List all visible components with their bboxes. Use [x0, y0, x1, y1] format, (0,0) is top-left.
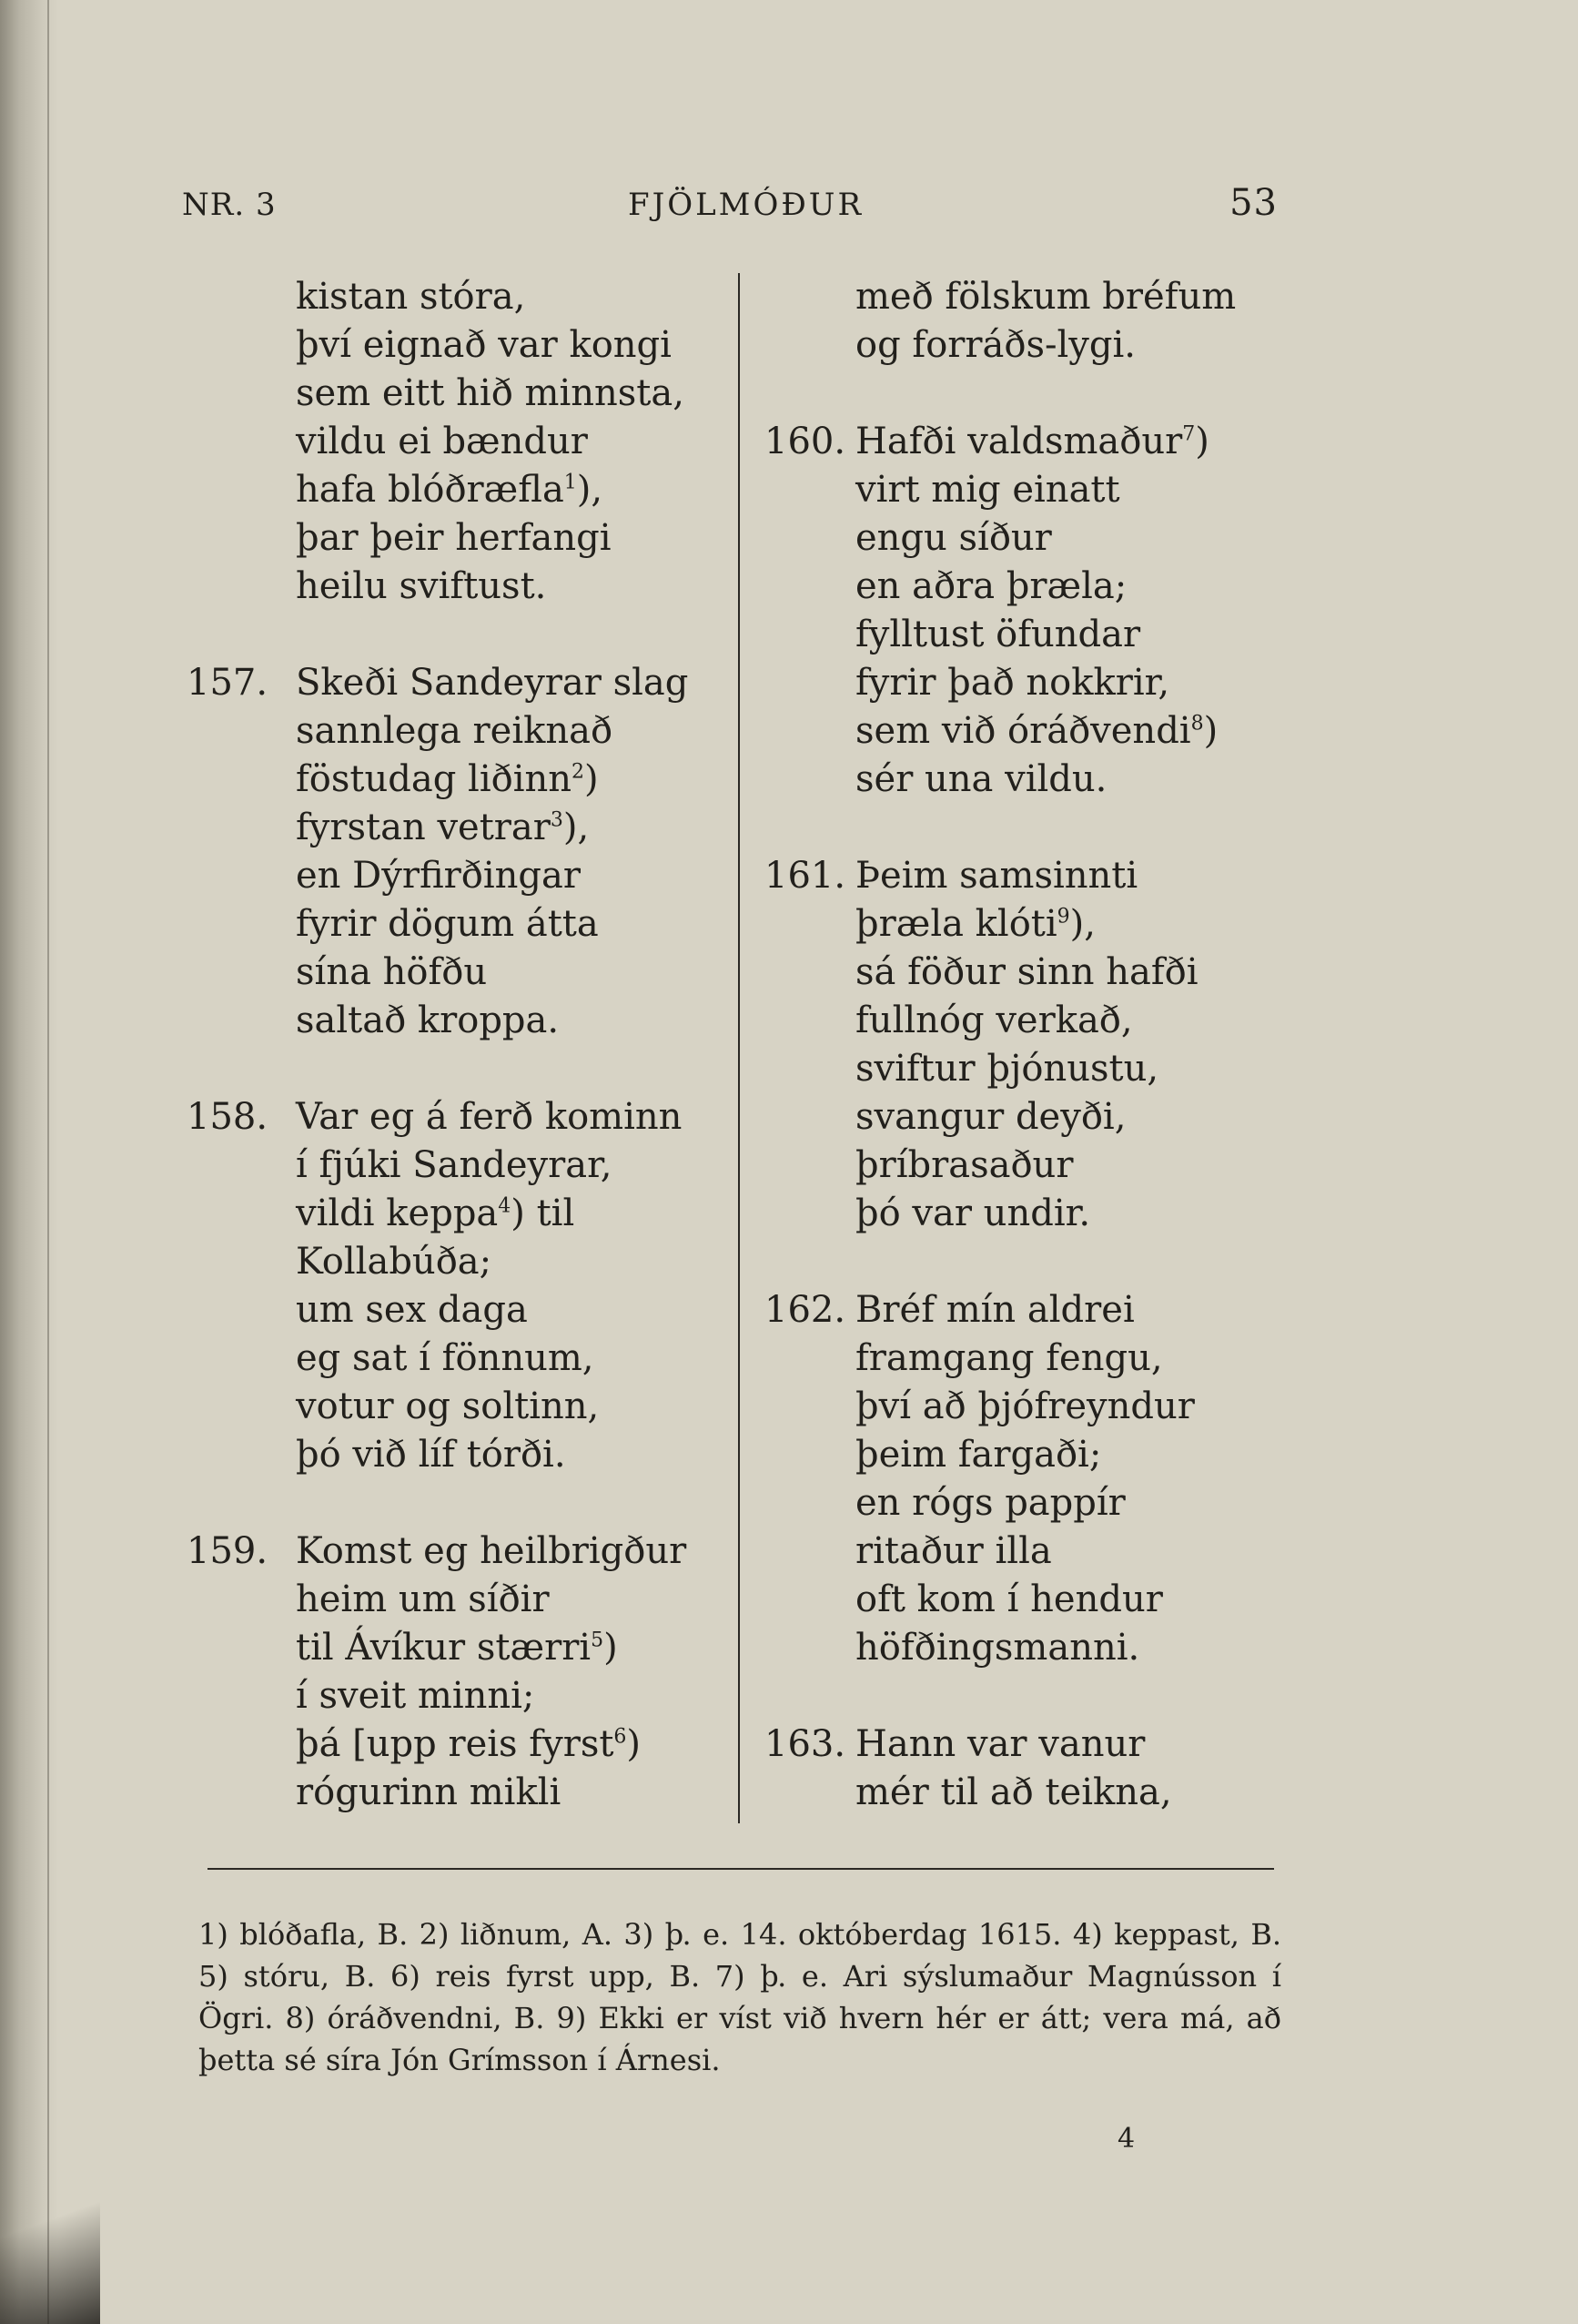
verse-text: kistan stóra,: [296, 276, 526, 318]
verse-text: Kollabúða;: [296, 1241, 492, 1283]
verse-text: föstudag liðinn: [296, 758, 572, 800]
verse-text: sviftur þjónustu,: [855, 1048, 1159, 1090]
stanza-number: 159.: [187, 1530, 268, 1572]
verse-text: Hafði valdsmaður: [855, 421, 1183, 462]
left-verse-column: [187, 273, 689, 1817]
verse-text: í sveit minni;: [296, 1675, 535, 1717]
verse-line: [296, 466, 688, 514]
verse-line: [855, 1093, 1236, 1142]
verse-line: [764, 852, 1236, 900]
verse-line: [296, 1431, 688, 1479]
stanza-gap: [855, 370, 1236, 418]
verse-text: mér til að teikna,: [855, 1771, 1172, 1813]
verse-line: [855, 1527, 1236, 1576]
footnote-marker: 5: [591, 1629, 604, 1652]
verse-line: [855, 949, 1236, 997]
stanza-number: 161.: [764, 855, 846, 897]
verse-line: [296, 273, 688, 321]
verse-line: [296, 1335, 688, 1383]
verse-line: [855, 1431, 1236, 1479]
verse-text-tail: ): [603, 1627, 618, 1669]
verse-line: [296, 1720, 688, 1769]
verse-line: [855, 273, 1236, 321]
stanza-gap: [855, 804, 1236, 852]
verse-text: og forráðs-lygi.: [855, 324, 1137, 366]
verse-text: höfðingsmanni.: [855, 1627, 1140, 1669]
verse-line: [296, 1238, 688, 1286]
verse-line: [296, 370, 688, 418]
verse-line: [296, 852, 688, 900]
verse-text: þá [upp reis fyrst: [296, 1723, 614, 1765]
verse-line: [855, 1479, 1236, 1527]
verse-text: virt mig einatt: [855, 469, 1120, 511]
footnote-marker: 4: [498, 1194, 511, 1218]
verse-line: [855, 1624, 1236, 1672]
stanza-gap: [855, 1238, 1236, 1286]
verse-text: oft kom í hendur: [855, 1578, 1163, 1620]
footnote-marker: 2: [572, 760, 585, 784]
footnote-rule: [207, 1868, 1274, 1870]
verse-text: fylltust öfundar: [855, 614, 1141, 655]
footnote-marker: 6: [613, 1725, 627, 1749]
verse-text-tail: ): [1195, 421, 1209, 462]
verse-line: [855, 1045, 1236, 1093]
verse-line: [855, 466, 1236, 514]
verse-line: [764, 1286, 1236, 1335]
footnote-marker: 9: [1057, 905, 1070, 929]
verse-text: en Dýrfirðingar: [296, 855, 581, 897]
verse-text: fullnóg verkað,: [855, 1000, 1133, 1041]
verse-line: [296, 997, 688, 1045]
verse-line: [187, 1093, 688, 1142]
verse-text: til Ávíkur stærri: [296, 1627, 592, 1669]
verse-line: [296, 900, 688, 949]
footnotes: 1) blóðafla, B. 2) liðnum, A. 3) þ. e. 14. októberdag 1615. 4) keppast, B. 5) stóru, B. 6) reis fyrst upp, B. 7) þ. e. Ari sýslumaður Magnússon í Ögri. 8) óráðvendni, B. 9) Ekki er víst við hvern hér er átt; vera má, að þetta sé síra Jón Grímsson í Árnesi.: [198, 1917, 1281, 2077]
verse-text: Bréf mín aldrei: [855, 1289, 1135, 1331]
verse-line: [855, 321, 1236, 370]
verse-line: [296, 514, 688, 563]
verse-line: [764, 1720, 1236, 1769]
verse-text: þeim fargaði;: [855, 1434, 1102, 1476]
stanza-gap: [296, 1479, 688, 1527]
book-binding-edge: [0, 0, 58, 2324]
verse-text: Skeði Sandeyrar slag: [296, 662, 689, 704]
verse-text: hafa blóðræfla: [296, 469, 564, 511]
verse-line: [296, 1286, 688, 1335]
footnote-marker: 3: [550, 808, 563, 832]
verse-text: heim um síðir: [296, 1578, 550, 1620]
verse-line: [855, 707, 1236, 756]
verse-line: [296, 804, 688, 852]
verse-text: en rógs pappír: [855, 1482, 1126, 1524]
verse-line: [855, 1335, 1236, 1383]
verse-text: saltað kroppa.: [296, 1000, 560, 1041]
stanza-gap: [855, 1672, 1236, 1720]
verse-text: fyrir dögum átta: [296, 903, 599, 945]
verse-text: Komst eg heilbrigður: [296, 1530, 687, 1572]
verse-text: eg sat í fönnum,: [296, 1337, 594, 1379]
footnote-marker: 8: [1190, 712, 1204, 736]
verse-line: [855, 514, 1236, 563]
verse-text: Hann var vanur: [855, 1723, 1146, 1765]
verse-text-tail: ),: [1069, 903, 1096, 945]
verse-line: [296, 1190, 688, 1238]
verse-text: fyrstan vetrar: [296, 807, 551, 848]
verse-text: vildi keppa: [296, 1192, 499, 1234]
verse-text: þó var undir.: [855, 1192, 1091, 1234]
issue-number: NR. 3: [182, 187, 277, 223]
verse-line: [296, 321, 688, 370]
verse-line: [296, 949, 688, 997]
verse-line: [855, 900, 1236, 949]
verse-text: sannlega reiknað: [296, 710, 613, 752]
verse-line: [296, 1624, 688, 1672]
verse-text: Var eg á ferð kominn: [296, 1096, 683, 1138]
footnote-marker: 1: [563, 471, 577, 494]
verse-text: með fölskum bréfum: [855, 276, 1237, 318]
verse-line: [296, 1672, 688, 1720]
stanza-number: 160.: [764, 421, 846, 462]
verse-line: [296, 707, 688, 756]
verse-line: [764, 418, 1236, 466]
verse-text: þó við líf tórði.: [296, 1434, 566, 1476]
verse-line: [855, 563, 1236, 611]
verse-line: [187, 1527, 688, 1576]
verse-text: í fjúki Sandeyrar,: [296, 1144, 612, 1186]
page-number: 53: [1229, 182, 1278, 224]
verse-text: vildu ei bændur: [296, 421, 588, 462]
corner-shadow: [0, 2087, 100, 2324]
verse-text: votur og soltinn,: [296, 1385, 600, 1427]
stanza-number: 157.: [187, 662, 268, 704]
verse-line: [296, 563, 688, 611]
verse-text: sá föður sinn hafði: [855, 951, 1199, 993]
right-verse-column: [764, 273, 1237, 1817]
verse-text: þræla klóti: [855, 903, 1057, 945]
verse-line: [296, 418, 688, 466]
stanza-number: 163.: [764, 1723, 846, 1765]
verse-text-tail: ): [626, 1723, 642, 1765]
column-divider: [738, 273, 740, 1823]
verse-text: því að þjófreyndur: [855, 1385, 1195, 1427]
verse-line: [296, 1769, 688, 1817]
verse-text: engu síður: [855, 517, 1052, 559]
verse-line: [855, 1769, 1236, 1817]
verse-line: [855, 1190, 1236, 1238]
verse-line: [855, 756, 1236, 804]
running-title: FJÖLMÓÐUR: [628, 187, 865, 223]
verse-line: [187, 659, 689, 707]
footnote-marker: 7: [1182, 422, 1196, 446]
verse-line: [296, 1383, 688, 1431]
verse-text: sína höfðu: [296, 951, 488, 993]
verse-line: [296, 756, 688, 804]
verse-text: Þeim samsinnti: [855, 855, 1138, 897]
binding-crease: [47, 0, 49, 2324]
verse-line: [855, 1576, 1236, 1624]
printer-signature: 4: [1118, 2123, 1136, 2155]
verse-line: [855, 997, 1236, 1045]
verse-line: [296, 1576, 688, 1624]
verse-text-tail: ),: [562, 807, 590, 848]
verse-text: rógurinn mikli: [296, 1771, 561, 1813]
verse-text-tail: ): [584, 758, 599, 800]
verse-text: þríbrasaður: [855, 1144, 1074, 1186]
verse-line: [296, 1142, 688, 1190]
verse-text-tail: ) til: [511, 1192, 575, 1234]
verse-text: framgang fengu,: [855, 1337, 1163, 1379]
verse-text-tail: ),: [576, 469, 603, 511]
verse-text: heilu sviftust.: [296, 565, 547, 607]
stanza-gap: [296, 1045, 688, 1093]
verse-text: en aðra þræla;: [855, 565, 1128, 607]
stanza-gap: [296, 611, 688, 659]
verse-text: um sex daga: [296, 1289, 528, 1331]
verse-text: því eignað var kongi: [296, 324, 672, 366]
verse-text: sem við óráðvendi: [855, 710, 1191, 752]
verse-text: þar þeir herfangi: [296, 517, 612, 559]
verse-line: [855, 659, 1236, 707]
verse-line: [855, 611, 1236, 659]
verse-text: sem eitt hið minnsta,: [296, 372, 684, 414]
verse-text: ritaður illa: [855, 1530, 1052, 1572]
verse-line: [855, 1383, 1236, 1431]
verse-text: svangur deyði,: [855, 1096, 1127, 1138]
stanza-number: 158.: [187, 1096, 268, 1138]
verse-text: fyrir það nokkrir,: [855, 662, 1170, 704]
stanza-number: 162.: [764, 1289, 846, 1331]
verse-text-tail: ): [1203, 710, 1219, 752]
verse-line: [855, 1142, 1236, 1190]
verse-text: sér una vildu.: [855, 758, 1108, 800]
